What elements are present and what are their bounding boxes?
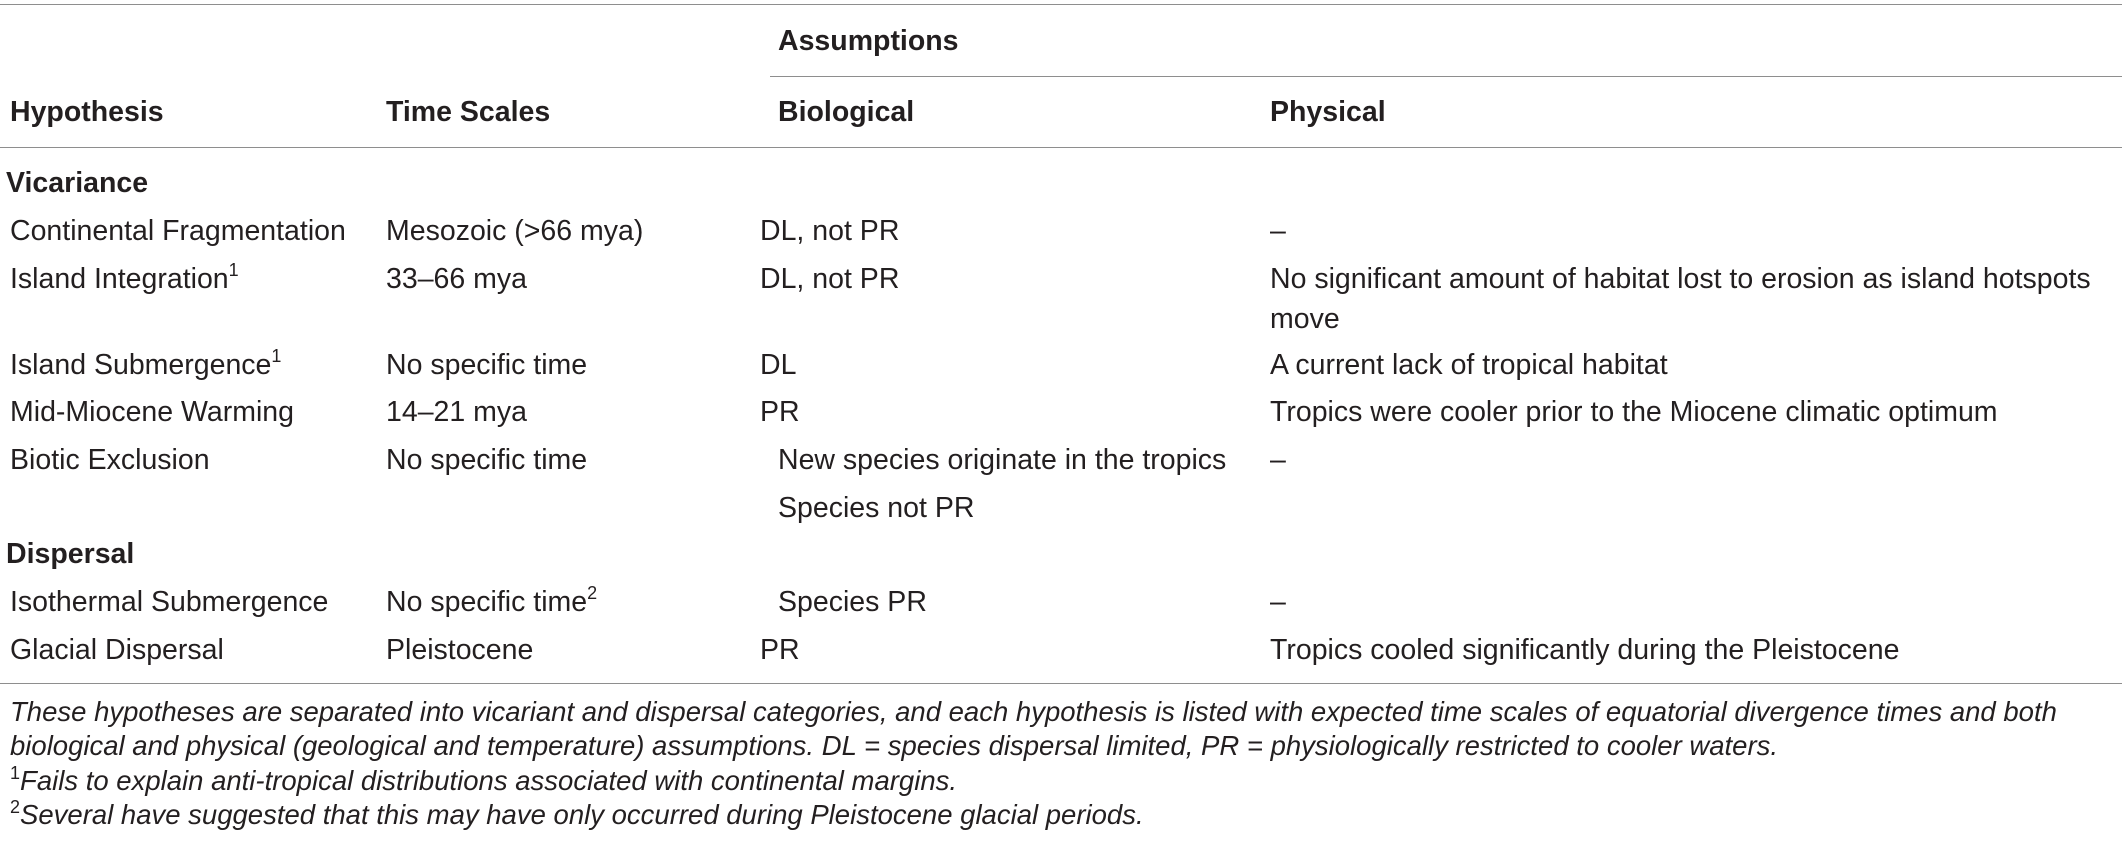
- footnote-2: [10, 798, 2114, 832]
- physical-cell: Tropics cooled significantly during the Pleistocene: [1270, 634, 1900, 666]
- footnote-marker: 1: [271, 345, 282, 366]
- table-bottom-rule: [0, 683, 2122, 684]
- biological-cell: PR: [760, 634, 800, 666]
- hypothesis-text: Island Integration: [10, 263, 229, 295]
- physical-cell: –: [1270, 215, 1286, 247]
- hypothesis-cell: Biotic Exclusion: [10, 444, 210, 476]
- biological-cell: PR: [760, 396, 800, 428]
- column-header-time-scales: Time Scales: [386, 96, 551, 128]
- physical-cell: A current lack of tropical habitat: [1270, 349, 1668, 381]
- table-top-rule: [0, 4, 2122, 5]
- physical-cell: No significant amount of habitat lost to erosion as island hotspots move: [1270, 263, 2091, 335]
- time-scale-text: No specific time: [386, 586, 588, 618]
- biological-cell: New species originate in the tropics: [778, 444, 1227, 476]
- time-scale-cell: 33–66 mya: [386, 263, 528, 295]
- hypothesis-cell: Isothermal Submergence: [10, 586, 329, 618]
- hypothesis-cell: Continental Fragmentation: [10, 215, 346, 247]
- biological-cell-second-line: Species not PR: [778, 492, 975, 524]
- time-scale-cell: 14–21 mya: [386, 396, 528, 428]
- footnote-marker: 1: [228, 259, 239, 280]
- footnote-1-text: Fails to explain anti-tropical distributions associated with continental margins.: [20, 765, 958, 796]
- column-header-physical: Physical: [1270, 96, 1386, 128]
- biological-cell: DL: [760, 349, 797, 381]
- section-vicariance: Vicariance: [6, 167, 149, 199]
- time-scale-cell: [386, 582, 597, 622]
- footnote-1-marker: 1: [10, 762, 21, 783]
- time-scale-cell: No specific time: [386, 444, 588, 476]
- hypothesis-cell: Glacial Dispersal: [10, 634, 224, 666]
- physical-cell: –: [1270, 444, 1286, 476]
- column-header-hypothesis: Hypothesis: [10, 96, 164, 128]
- biological-cell: Species PR: [778, 586, 927, 618]
- hypothesis-text: Island Submergence: [10, 349, 272, 381]
- hypothesis-cell: Mid-Miocene Warming: [10, 396, 295, 428]
- header-bottom-rule: [0, 147, 2122, 148]
- group-header-assumptions: Assumptions: [778, 25, 959, 57]
- footnote-2-text: Several have suggested that this may have only occurred during Pleistocene glacial periods.: [20, 799, 1144, 830]
- hypothesis-cell: [10, 345, 281, 385]
- physical-cell: –: [1270, 586, 1286, 618]
- biological-cell: DL, not PR: [760, 263, 900, 295]
- physical-cell: Tropics were cooler prior to the Miocene climatic optimum: [1270, 396, 1998, 428]
- table-caption: These hypotheses are separated into vicariant and dispersal categories, and each hypothesis is listed with expected time scales of equatorial divergence times and both biological and physical (geological and temperature) assumptions. DL = species dispersal limited, PR = physiologically restricted to cooler waters.: [10, 696, 2057, 761]
- time-scale-cell: Mesozoic (>66 mya): [386, 215, 644, 247]
- footnote-marker: 2: [587, 582, 598, 603]
- hypothesis-cell: [10, 259, 239, 299]
- column-header-biological: Biological: [778, 96, 915, 128]
- biological-cell: DL, not PR: [760, 215, 900, 247]
- footnote-1: [10, 764, 2114, 798]
- group-header-rule: [770, 76, 2122, 77]
- time-scale-cell: Pleistocene: [386, 634, 534, 666]
- time-scale-cell: No specific time: [386, 349, 588, 381]
- section-dispersal: Dispersal: [6, 538, 135, 570]
- footnote-2-marker: 2: [10, 796, 21, 817]
